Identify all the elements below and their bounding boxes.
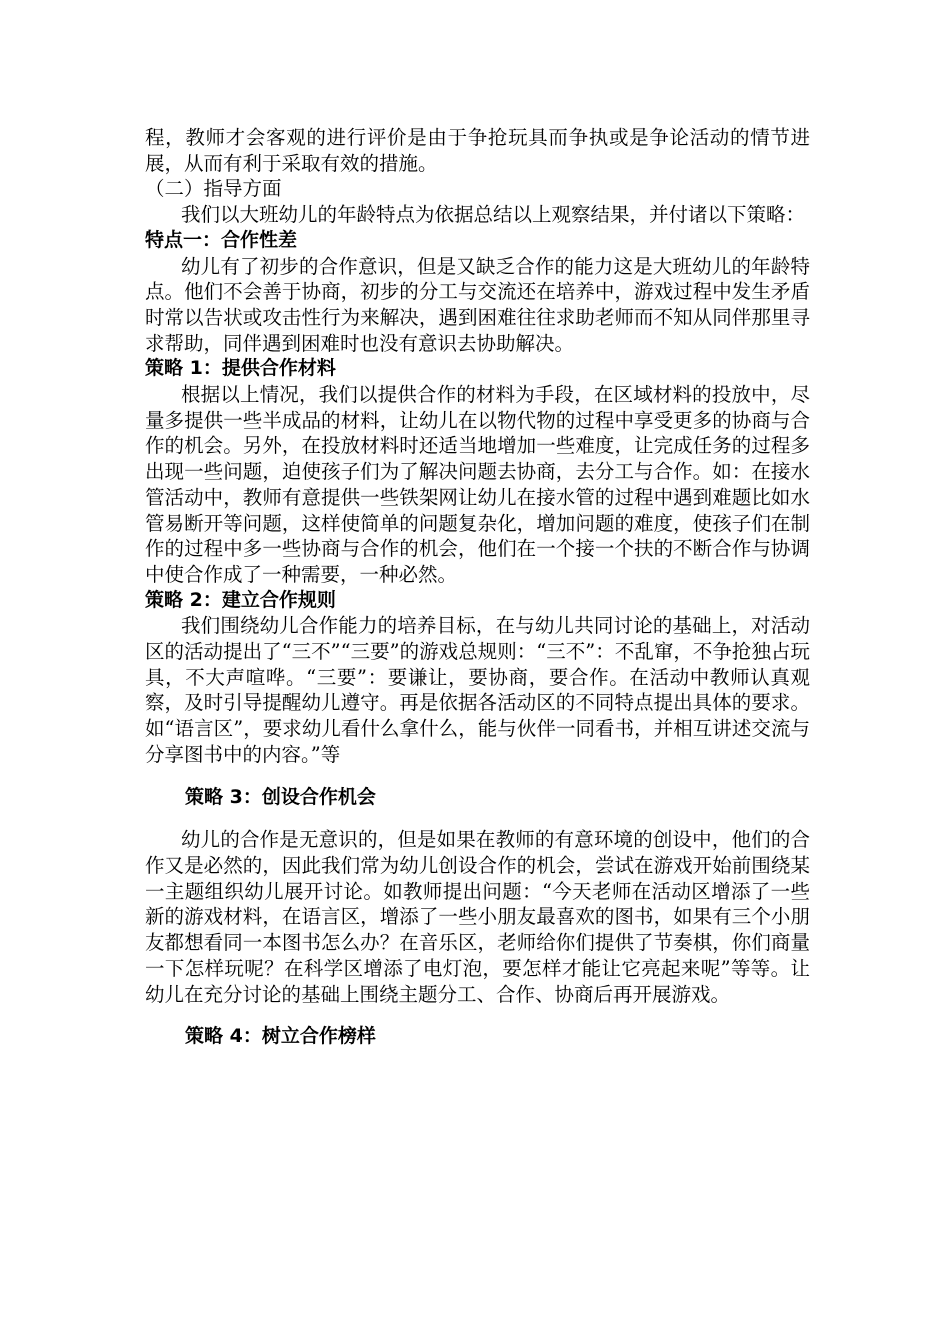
- strategy2-paragraph: 我们围绕幼儿合作能力的培养目标，在与幼儿共同讨论的基础上，对活动区的活动提出了“三不”“三要”的游戏总规则：“三不”：不乱窜，不争抢独占玩具，不大声喧哗。“三要”：要谦让，要协商，要合作。在活动中教师认真观察，及时引导提醒幼儿遵守。再是依据各活动区的不同特点提出具体的要求。如“语言区”，要求幼儿看什么拿什么，能与伙伴一同看书，并相互讲述交流与分享图书中的内容。”等: [145, 614, 810, 766]
- document-body: [145, 125, 810, 1050]
- strategy1-heading: 策略 1：提供合作材料: [145, 357, 336, 380]
- feature1-paragraph: 幼儿有了初步的合作意识，但是又缺乏合作的能力这是大班幼儿的年龄特点。他们不会善于协商，初步的分工与交流还在培养中，游戏过程中发生矛盾时常以告状或攻击性行为来解决，遇到困难往往求助老师而不知从同伴那里寻求帮助，同伴遇到困难时也没有意识去协助解决。: [145, 254, 810, 355]
- section-heading: （二）指导方面: [145, 177, 282, 201]
- intro-paragraph: 程，教师才会客观的进行评价是由于争抢玩具而争执或是争论活动的情节进展，从而有利于采取有效的措施。: [145, 126, 810, 175]
- strategy3-paragraph: 幼儿的合作是无意识的，但是如果在教师的有意环境的创设中，他们的合作又是必然的，因此我们常为幼儿创设合作的机会，尝试在游戏开始前围绕某一主题组织幼儿展开讨论。如教师提出问题：“今天老师在活动区增添了一些新的游戏材料，在语言区，增添了一些小朋友最喜欢的图书，如果有三个小朋友都想看同一本图书怎么办？在音乐区，老师给你们提供了节奏棋，你们商量一下怎样玩呢？在科学区增添了电灯泡，要怎样才能让它亮起来呢”等等。让幼儿在充分讨论的基础上围绕主题分工、合作、协商后再开展游戏。: [145, 828, 810, 1006]
- feature1-heading: 特点一：合作性差: [145, 228, 298, 251]
- strategy3-heading: 策略 3：创设合作机会: [185, 785, 376, 808]
- guidance-paragraph: 我们以大班幼儿的年龄特点为依据总结以上观察结果，并付诸以下策略：: [181, 203, 806, 227]
- strategy1-paragraph: 根据以上情况，我们以提供合作的材料为手段，在区域材料的投放中，尽量多提供一些半成品的材料，让幼儿在以物代物的过程中享受更多的协商与合作的机会。另外，在投放材料时还适当地增加一些难度，让完成任务的过程多出现一些问题，迫使孩子们为了解决问题去协商，去分工与合作。如：在接水管活动中，教师有意提供一些铁架网让幼儿在接水管的过程中遇到难题比如水管易断开等问题，这样使简单的问题复杂化，增加问题的难度，使孩子们在制作的过程中多一些协商与合作的机会，他们在一个接一个扶的不断合作与协调中使合作成了一种需要，一种必然。: [145, 383, 810, 586]
- strategy2-heading: 策略 2：建立合作规则: [145, 588, 336, 611]
- strategy4-heading: 策略 4：树立合作榜样: [185, 1025, 376, 1048]
